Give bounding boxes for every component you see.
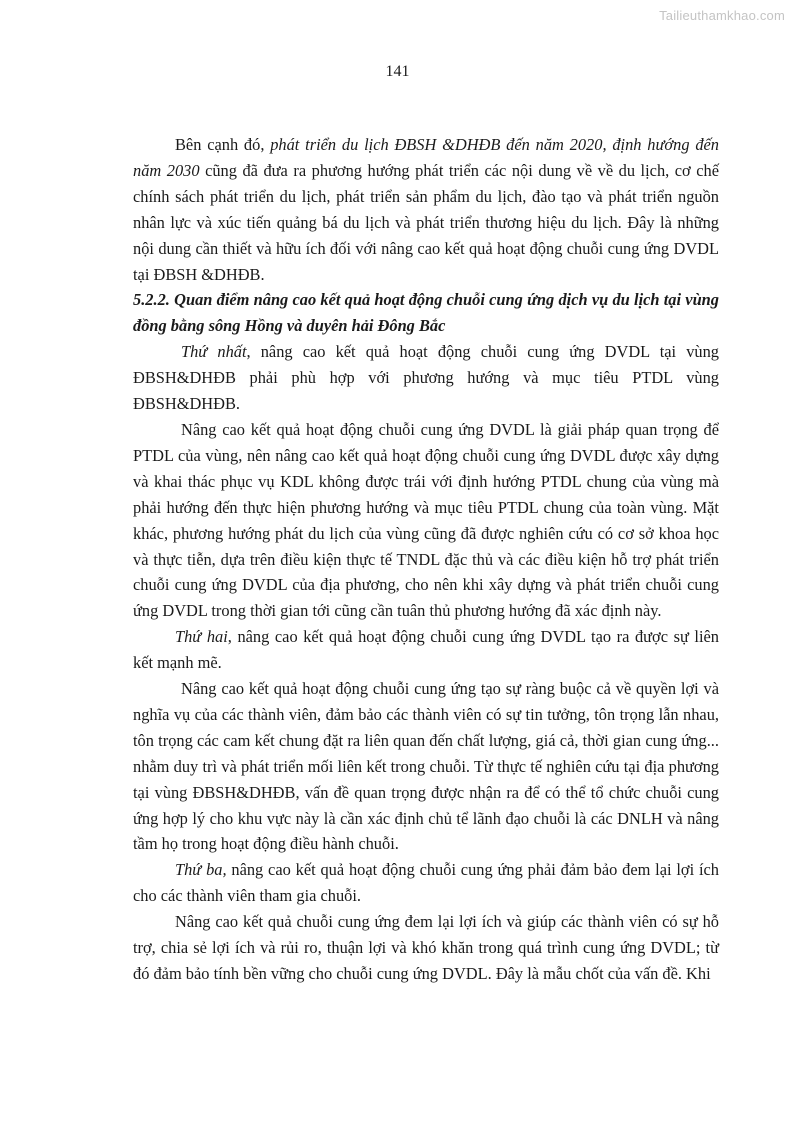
paragraph-4-emphasis: Thứ hai [175,627,228,647]
paragraph-4-text: , nâng cao kết quả hoạt động chuỗi cung ứng DVDL tạo ra được sự liên kết mạnh mẽ. [133,627,719,673]
paragraph-1-text: cũng đã đưa ra phương hướng phát triển các nội dung về về du lịch, cơ chế chính sách phát triển du lịch, phát triển sản phẩm du lịch, đào tạo và phát triển nguồn nhân lực và xúc tiến quảng bá du lịch và phát triển thương hiệu du lịch. Đây là những nội dung cần thiết và hữu ích đối với nâng cao kết quả hoạt động chuỗi cung ứng DVDL tại ĐBSH &DHĐB. [133,160,719,284]
paragraph-2 [133,339,719,417]
paragraph-1 [133,132,719,287]
paragraph-2-text: , nâng cao kết quả hoạt động chuỗi cung ứng DVDL tại vùng ĐBSH&DHĐB phải phù hợp với phương hướng và mục tiêu PTDL vùng ĐBSH&DHĐB. [133,342,719,414]
page-number: 141 [385,63,410,80]
watermark: Tailieuthamkhao.com [659,8,785,23]
paragraph-6-text: nâng cao kết quả hoạt động chuỗi cung ứng phải đảm bảo đem lại lợi ích cho các thành viên tham gia chuỗi. [133,860,719,906]
paragraph-1-emphasis: phát triển du lịch ĐBSH &DHĐB đến năm 2020, định hướng đến năm 2030 [133,135,719,180]
paragraph-3: Nâng cao kết quả hoạt động chuỗi cung ứng DVDL là giải pháp quan trọng để PTDL của vùng, nên nâng cao kết quả hoạt động chuỗi cung ứng DVDL được xây dựng và khai thác phục vụ KDL không được trái với định hướng PTDL chung của vùng mà phải hướng đến thực hiện phương hướng và mục tiêu PTDL chung của toàn vùng. Mặt khác, phương hướng phát du lịch của vùng cũng đã được nghiên cứu có cơ sở khoa học và thực tiễn, dựa trên điều kiện thực tế TNDL đặc thủ và các điều kiện hỗ trợ phát triển chuỗi cung ứng DVDL của địa phương, cho nên khi xây dựng và phát triển chuỗi cung ứng DVDL trong thời gian tới cũng cần tuân thủ phương hướng đã xác định này. [133,419,719,621]
paragraph-2-emphasis: Thứ nhất [181,342,247,362]
paragraph-6 [133,857,719,909]
paragraph-1-intro: Bên cạnh đó, [175,135,271,154]
document-body [133,132,719,987]
paragraph-7: Nâng cao kết quả chuỗi cung ứng đem lại lợi ích và giúp các thành viên có sự hỗ trợ, chia sẻ lợi ích và rủi ro, thuận lợi và khó khăn trong quá trình cung ứng DVDL; từ đó đảm bảo tính bền vững cho chuỗi cung ứng DVDL. Đây là mẫu chốt của vấn đề. Khi [133,912,719,983]
paragraph-4 [133,624,719,676]
paragraph-6-emphasis: Thứ ba, [175,860,227,880]
section-heading: 5.2.2. Quan điểm nâng cao kết quả hoạt động chuỗi cung ứng dịch vụ du lịch tại vùng đồng bằng sông Hồng và duyên hải Đông Bắc [133,290,719,336]
paragraph-5: Nâng cao kết quả hoạt động chuỗi cung ứng tạo sự ràng buộc cả về quyền lợi và nghĩa vụ của các thành viên, đảm bảo các thành viên có sự tin tưởng, tôn trọng lẫn nhau, tôn trọng các cam kết chung đặt ra liên quan đến chất lượng, giá cả, thời gian cung ứng... nhằm duy trì và phát triển mối liên kết trong chuỗi. Từ thực tế nghiên cứu tại địa phương tại vùng ĐBSH&DHĐB, vấn đề quan trọng được nhận ra để có thể tổ chức chuỗi cung ứng hợp lý cho khu vực này là cần xác định chủ tể lãnh đạo chuỗi là các DNLH và nâng tầm họ trong hoạt động điều hành chuỗi. [133,679,719,854]
